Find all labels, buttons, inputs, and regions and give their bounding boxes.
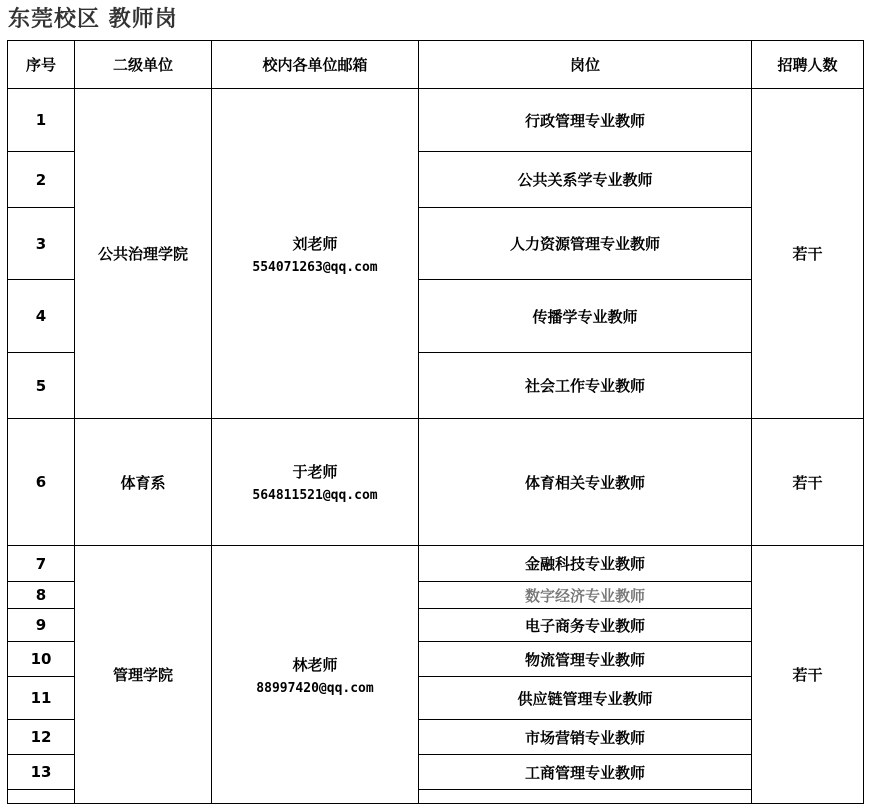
- post-cell: 行政管理专业教师: [419, 89, 752, 152]
- post-cell: 人力资源管理专业教师: [419, 208, 752, 280]
- header-email: 校内各单位邮箱: [212, 41, 419, 89]
- header-no: 序号: [8, 41, 75, 89]
- row-no: 5: [8, 353, 75, 419]
- row-no: 13: [8, 755, 75, 790]
- contact-name: 刘老师: [292, 234, 338, 253]
- unit-cell: 管理学院: [75, 546, 212, 804]
- post-cell: 物流管理专业教师: [419, 642, 752, 677]
- contact-cell: [212, 419, 419, 546]
- post-cell: 工商管理专业教师: [419, 755, 752, 790]
- row-no: 3: [8, 208, 75, 280]
- post-cell: 传播学专业教师: [419, 280, 752, 353]
- count-cell: 若干: [752, 89, 864, 419]
- recruitment-table: [7, 40, 864, 804]
- post-cell: 体育相关专业教师: [419, 419, 752, 546]
- header-row: [8, 41, 864, 89]
- row-no-empty: [8, 790, 75, 804]
- contact-email: 564811521@qq.com: [252, 488, 378, 503]
- post-cell: 金融科技专业教师: [419, 546, 752, 582]
- unit-cell: 体育系: [75, 419, 212, 546]
- contact-email: 554071263@qq.com: [252, 259, 378, 275]
- contact-name: 林老师: [292, 655, 338, 674]
- contact-email: 88997420@qq.com: [256, 680, 374, 696]
- row-no: 4: [8, 280, 75, 353]
- post-cell-empty: [419, 790, 752, 804]
- row-no: 12: [8, 720, 75, 755]
- row-no: 6: [8, 419, 75, 546]
- contact-cell: [212, 546, 419, 804]
- header-count: 招聘人数: [752, 41, 864, 89]
- unit-cell: 公共治理学院: [75, 89, 212, 419]
- table-row: [8, 419, 864, 546]
- contact-name: 于老师: [292, 463, 338, 481]
- table-row: [8, 89, 864, 152]
- post-cell: 社会工作专业教师: [419, 353, 752, 419]
- row-no: 8: [8, 582, 75, 609]
- count-cell: 若干: [752, 546, 864, 804]
- row-no: 11: [8, 677, 75, 720]
- post-cell: 电子商务专业教师: [419, 609, 752, 642]
- post-cell: 市场营销专业教师: [419, 720, 752, 755]
- row-no: 10: [8, 642, 75, 677]
- post-cell: 供应链管理专业教师: [419, 677, 752, 720]
- row-no: 1: [8, 89, 75, 152]
- row-no: 2: [8, 152, 75, 208]
- post-cell: 公共关系学专业教师: [419, 152, 752, 208]
- post-cell: 数字经济专业教师: [419, 582, 752, 609]
- row-no: 7: [8, 546, 75, 582]
- row-no: 9: [8, 609, 75, 642]
- header-post: 岗位: [419, 41, 752, 89]
- table-row: [8, 546, 864, 582]
- page-title: 东莞校区 教师岗: [8, 6, 178, 32]
- header-unit: 二级单位: [75, 41, 212, 89]
- contact-cell: [212, 89, 419, 419]
- count-cell: 若干: [752, 419, 864, 546]
